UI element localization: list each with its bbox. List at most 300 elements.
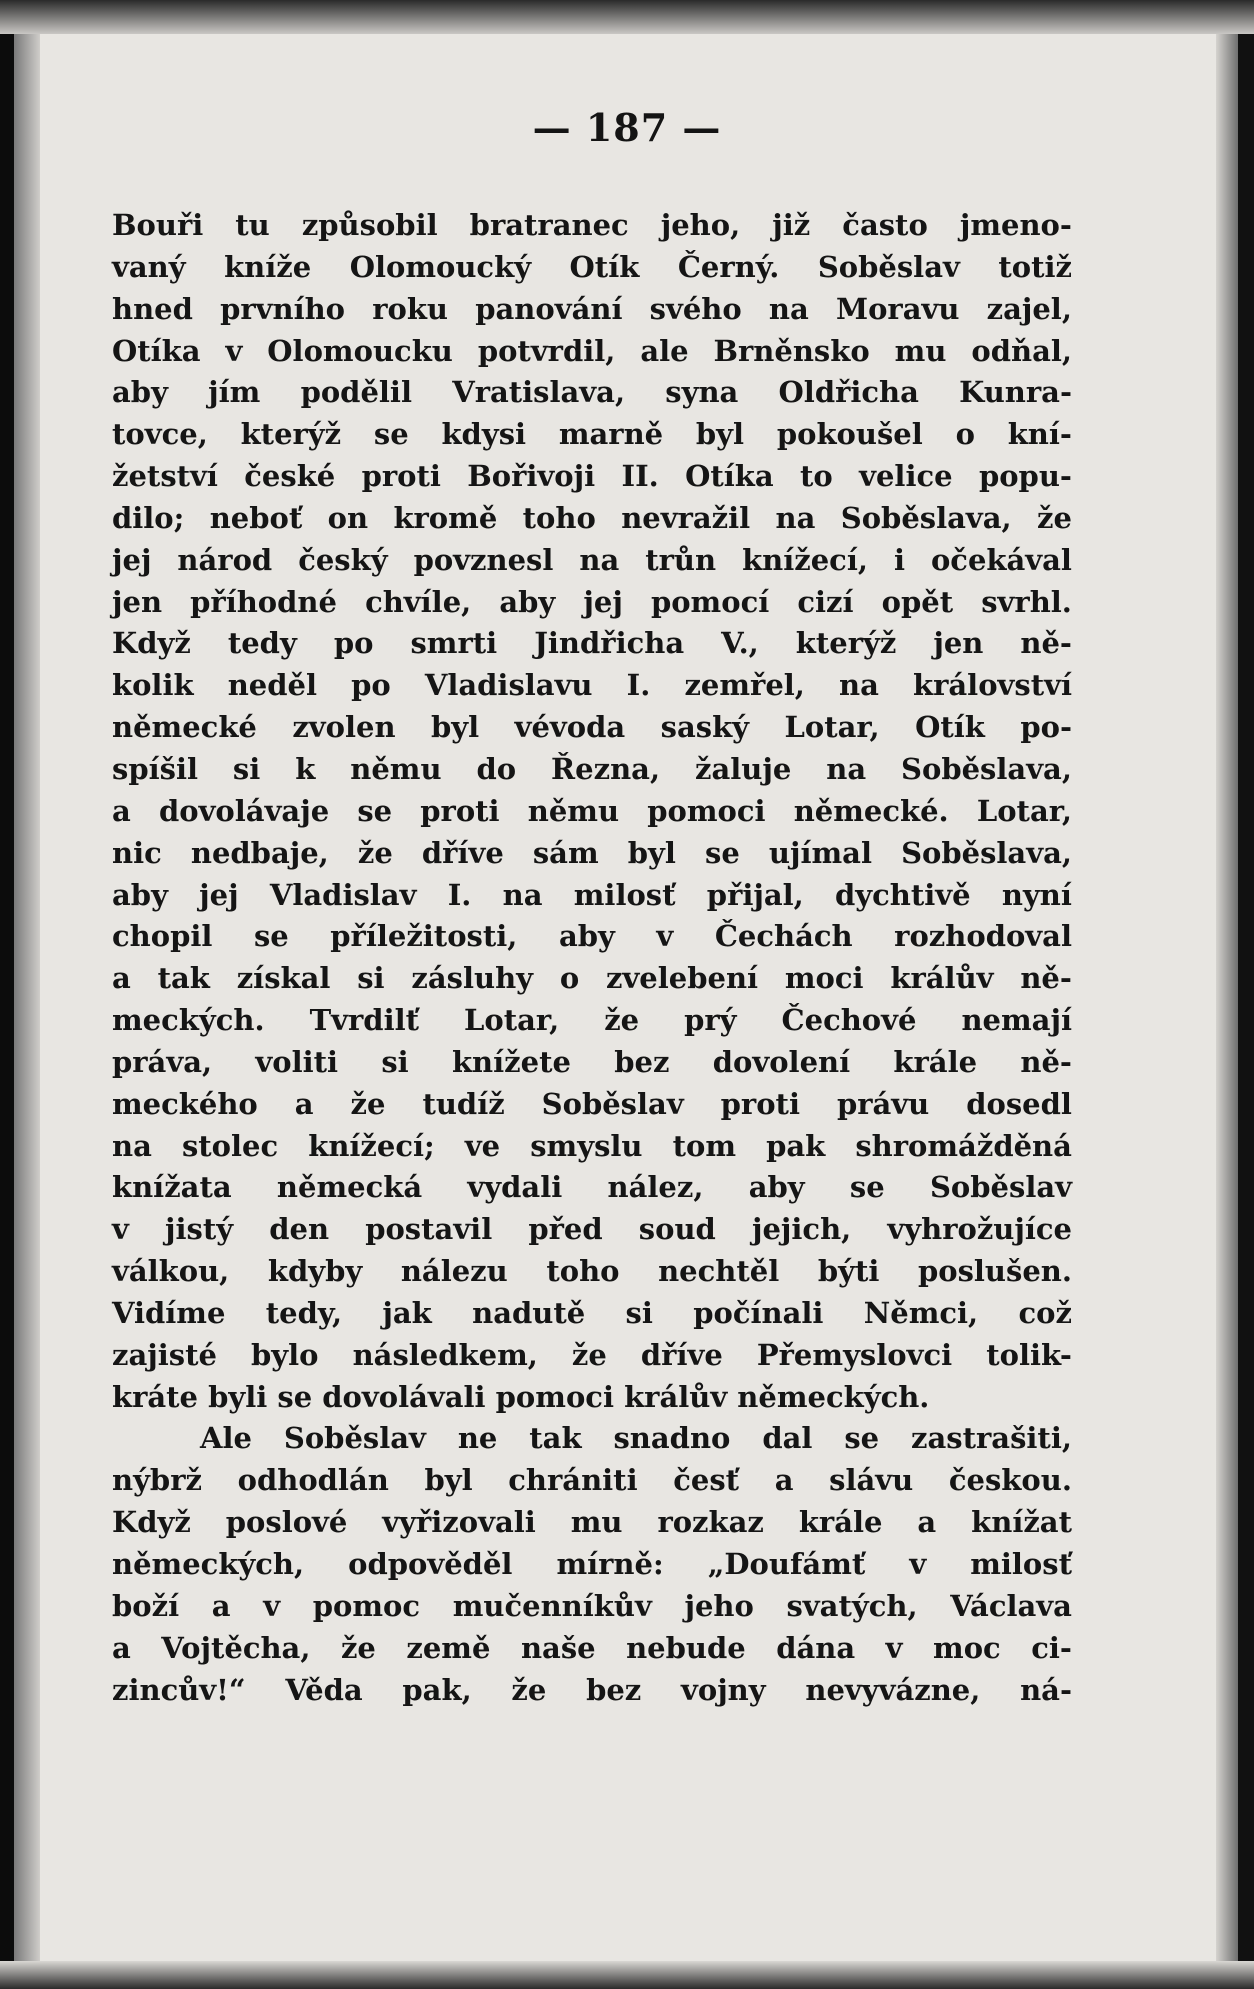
word: kolik: [112, 668, 194, 703]
word: ne: [457, 1421, 498, 1456]
word: Kunra-: [959, 375, 1072, 410]
word: Vratislava,: [452, 375, 626, 410]
word: tak: [529, 1421, 582, 1456]
word: Brněnsko: [713, 333, 870, 368]
word: proti: [420, 793, 500, 828]
word: knížat: [971, 1505, 1072, 1540]
word: zásluhy: [411, 961, 534, 996]
word: Otíka: [112, 333, 201, 368]
word: si: [357, 961, 385, 996]
word: a: [112, 961, 131, 996]
word: na: [826, 751, 867, 786]
word: jen: [933, 626, 984, 661]
word: boží: [112, 1588, 180, 1623]
word: ně-: [1020, 961, 1072, 996]
word: že: [604, 1003, 640, 1038]
word: poslové: [225, 1505, 348, 1540]
word: po: [351, 668, 391, 703]
word: počínali: [693, 1295, 824, 1330]
word: naše: [520, 1630, 596, 1665]
text-line: [112, 1544, 1072, 1586]
word: aby: [748, 1170, 805, 1205]
word: meckého: [112, 1086, 258, 1121]
word: jím: [208, 375, 261, 410]
text-line: [112, 498, 1072, 540]
word: jeho: [684, 1588, 754, 1623]
word: v: [885, 1630, 903, 1665]
body-text: [112, 205, 1072, 1711]
word: příhodné: [190, 584, 337, 619]
word: zemřel,: [684, 668, 805, 703]
word: ně-: [1020, 626, 1072, 661]
scan-top-edge: [0, 0, 1254, 34]
word: milosť: [573, 877, 676, 912]
word: pomocí: [650, 584, 770, 619]
word: mu: [894, 333, 947, 368]
word: vyřizovali: [382, 1505, 536, 1540]
word: chopil: [112, 919, 213, 954]
word: dříve: [421, 835, 504, 870]
word: Lotar,: [784, 710, 880, 745]
word: svrhl.: [981, 584, 1072, 619]
word: že: [571, 1337, 607, 1372]
word: Vidíme: [112, 1295, 226, 1330]
word: odpověděl: [348, 1547, 513, 1581]
word: do: [476, 751, 517, 786]
word: tudíž: [422, 1086, 505, 1121]
word: kterýž: [240, 417, 342, 452]
word: Lotar,: [976, 793, 1072, 828]
word: jej: [583, 584, 623, 619]
word: syna: [665, 375, 739, 410]
text-line: [112, 623, 1072, 665]
word: právu: [836, 1086, 930, 1121]
text-line: [112, 833, 1072, 875]
word: zastrašiti,: [911, 1421, 1072, 1456]
word: hned: [112, 291, 193, 326]
word: dosedl: [966, 1086, 1072, 1121]
word: se: [844, 1421, 880, 1456]
word: chvíle,: [365, 584, 472, 619]
word: jak: [382, 1295, 432, 1330]
word: ná-: [1020, 1672, 1072, 1707]
word: žetství: [112, 459, 218, 494]
word: Soběslav: [283, 1421, 426, 1456]
word: německé.: [793, 793, 949, 828]
word: dovolávali: [322, 1379, 496, 1414]
word: království: [913, 668, 1072, 703]
word: pomoc: [312, 1588, 421, 1623]
text-line: [112, 1418, 1072, 1460]
word: se: [849, 1170, 885, 1205]
word: nemají: [961, 1003, 1072, 1038]
word: jej: [199, 877, 239, 912]
word: německá: [276, 1170, 423, 1205]
word: Vojtěcha,: [161, 1630, 311, 1665]
word: a: [774, 1463, 794, 1498]
word: válkou,: [112, 1254, 230, 1289]
word: že: [1037, 500, 1072, 535]
word: potvrdil,: [477, 333, 616, 368]
word: I.: [626, 668, 651, 703]
word: Soběslava,: [901, 751, 1072, 786]
word: německých,: [112, 1547, 305, 1581]
word: svého: [649, 291, 742, 326]
word: česť: [673, 1463, 740, 1498]
text-line: [112, 1042, 1072, 1084]
word: německých.: [737, 1379, 930, 1414]
word: o: [955, 417, 975, 452]
text-line: [112, 1293, 1072, 1335]
word: cizí: [797, 584, 854, 619]
word: na: [775, 500, 816, 535]
word: Oldřicha: [778, 375, 919, 410]
word: mírně:: [556, 1547, 664, 1581]
word: rozhodoval: [894, 919, 1072, 954]
word: v: [112, 1212, 129, 1247]
word: spíšil: [112, 751, 198, 786]
word: chrániti: [508, 1463, 638, 1498]
word: v: [263, 1588, 281, 1623]
word: toho: [522, 500, 596, 535]
word: aby: [558, 919, 615, 954]
word: „Doufámť: [707, 1547, 866, 1581]
text-line: [112, 1628, 1072, 1670]
word: Tvrdilť: [309, 1003, 419, 1038]
word: nadutě: [472, 1295, 586, 1330]
word: Vladislav: [269, 877, 417, 912]
word: nyní: [1001, 877, 1072, 912]
word: nechtěl: [658, 1254, 780, 1289]
word: byl: [431, 710, 480, 745]
word: Olomoucku: [267, 333, 453, 368]
word: proti: [361, 459, 441, 494]
word: a: [211, 1588, 231, 1623]
word: králův: [624, 1379, 738, 1414]
word: bylo: [251, 1337, 319, 1372]
word: byl: [695, 417, 745, 452]
word: na: [768, 291, 809, 326]
word: se: [705, 835, 740, 870]
word: Olomoucký: [349, 249, 532, 284]
word: jej: [112, 542, 152, 577]
word: Soběslava,: [840, 500, 1012, 535]
word: tak: [157, 961, 210, 996]
word: mučenníkův: [452, 1588, 652, 1623]
word: bez: [586, 1672, 642, 1707]
text-line: [112, 1084, 1072, 1126]
text-line: [112, 414, 1072, 456]
text-line: [112, 372, 1072, 414]
word: Řezna,: [551, 751, 661, 786]
word: slávu: [829, 1463, 914, 1498]
word: den: [269, 1212, 330, 1247]
word: vydali: [467, 1170, 563, 1205]
word: v: [225, 333, 243, 368]
word: roku: [372, 291, 449, 326]
text-line: [112, 916, 1072, 958]
word: Čechové: [781, 1003, 917, 1038]
word: žaluje: [694, 751, 792, 786]
word: že: [357, 835, 393, 870]
word: dříve: [640, 1337, 723, 1372]
word: národ: [177, 542, 273, 577]
text-line: [112, 875, 1072, 917]
word: nevražil: [621, 500, 751, 535]
word: následkem,: [352, 1337, 538, 1372]
word: Soběslav: [929, 1170, 1072, 1205]
word: Když: [112, 1505, 191, 1540]
word: tolik-: [986, 1337, 1072, 1372]
word: byli: [208, 1379, 278, 1414]
word: na: [839, 668, 879, 703]
word: prvního: [220, 291, 346, 326]
word: totiž: [998, 249, 1072, 284]
word: vaný: [112, 249, 186, 284]
word: si: [625, 1295, 653, 1330]
word: zajel,: [986, 291, 1072, 326]
word: již: [772, 208, 811, 242]
word: nálezu: [400, 1254, 508, 1289]
text-line: [112, 1502, 1072, 1544]
scan-left-edge: [0, 0, 14, 1989]
word: si: [381, 1044, 409, 1079]
word: na: [502, 877, 543, 912]
text-line: [112, 1586, 1072, 1628]
word: knížecí,: [742, 542, 868, 577]
word: bez: [614, 1044, 670, 1079]
word: poslušen.: [917, 1254, 1072, 1289]
text-line: [112, 289, 1072, 331]
word: ve: [464, 1128, 501, 1163]
word: země: [406, 1630, 491, 1665]
word: Václava: [950, 1588, 1072, 1623]
text-line: [112, 331, 1072, 373]
word: kterýž: [795, 626, 897, 661]
text-line: [112, 791, 1072, 833]
text-line: [112, 540, 1072, 582]
word: knížete: [451, 1044, 571, 1079]
word: českou.: [948, 1463, 1072, 1498]
word: prý: [684, 1003, 737, 1038]
word: jmeno-: [959, 208, 1072, 242]
word: se: [253, 919, 289, 954]
text-line: [112, 1335, 1072, 1377]
word: na: [112, 1128, 152, 1163]
word: marně: [558, 417, 664, 452]
word: toho: [546, 1254, 620, 1289]
word: Soběslav: [541, 1086, 684, 1121]
word: Soběslava,: [901, 835, 1072, 870]
word: před: [528, 1212, 603, 1247]
word: popu-: [978, 459, 1072, 494]
text-line: [112, 247, 1072, 289]
word: že: [511, 1672, 547, 1707]
word: II.: [621, 459, 659, 494]
word: I.: [447, 877, 472, 912]
word: postavil: [365, 1212, 493, 1247]
word: Vladislavu: [424, 668, 593, 703]
word: aby: [499, 584, 556, 619]
word: krále: [798, 1505, 883, 1540]
text-line: [112, 1251, 1072, 1293]
word: pokoušel: [776, 417, 923, 452]
word: to: [800, 459, 833, 494]
word: práva,: [112, 1044, 213, 1079]
word: mu: [570, 1505, 623, 1540]
word: jejich,: [751, 1212, 852, 1247]
word: i: [893, 542, 905, 577]
word: dovolení: [712, 1044, 851, 1079]
word: moc: [933, 1630, 1001, 1665]
word: knížecí;: [308, 1128, 435, 1163]
word: Čechách: [714, 919, 853, 954]
word: si: [232, 751, 261, 786]
word: jen: [112, 584, 163, 619]
text-line: [112, 1377, 1072, 1419]
word: povznesl: [413, 542, 554, 577]
word: proti: [720, 1086, 800, 1121]
word: pak: [766, 1128, 826, 1163]
word: Soběslav: [817, 249, 960, 284]
word: české: [244, 459, 336, 494]
word: Bouři: [112, 208, 204, 242]
word: přijal,: [706, 877, 804, 912]
word: pomoci: [495, 1379, 625, 1414]
text-line: [112, 1209, 1072, 1251]
word: což: [1018, 1295, 1072, 1330]
text-line: [112, 1126, 1072, 1168]
word: voliti: [255, 1044, 339, 1079]
word: a: [112, 1630, 131, 1665]
word: jeho,: [660, 208, 741, 242]
word: ale: [640, 333, 689, 368]
word: Ale: [200, 1421, 252, 1456]
word: Otík: [569, 249, 640, 284]
word: k: [295, 751, 316, 786]
text-line: [112, 1000, 1072, 1042]
word: a: [112, 793, 131, 828]
word: bratranec: [469, 208, 629, 242]
word: odňal,: [971, 333, 1072, 368]
word: moci: [784, 961, 864, 996]
word: ci-: [1031, 1630, 1072, 1665]
word: jistý: [165, 1212, 234, 1247]
word: pak,: [402, 1672, 472, 1707]
word: tedy: [227, 626, 297, 661]
word: český: [298, 542, 388, 577]
word: trůn: [645, 542, 717, 577]
word: kní-: [1007, 417, 1072, 452]
word: ně-: [1020, 1044, 1072, 1079]
text-line: [112, 1670, 1072, 1712]
scan-left-shadow: [14, 0, 40, 1989]
word: byl: [627, 835, 676, 870]
word: o: [559, 961, 580, 996]
scan-right-shadow: [1216, 0, 1238, 1989]
word: tom: [672, 1128, 737, 1163]
word: tedy,: [265, 1295, 343, 1330]
text-line: [112, 456, 1072, 498]
text-line: [112, 205, 1072, 247]
word: dal: [762, 1421, 813, 1456]
word: králův: [890, 961, 994, 996]
word: dána: [776, 1630, 856, 1665]
word: tovce,: [112, 417, 208, 452]
word: kromě: [393, 500, 498, 535]
word: v: [909, 1547, 927, 1581]
word: vyhrožujíce: [887, 1212, 1072, 1247]
word: nevyvázne,: [805, 1672, 981, 1707]
word: získal: [236, 961, 331, 996]
word: Jindřicha: [534, 626, 685, 661]
word: na: [579, 542, 620, 577]
word: Když: [112, 626, 191, 661]
word: zincův!“: [112, 1672, 246, 1707]
word: V.,: [721, 626, 759, 661]
word: v: [656, 919, 674, 954]
word: Němci,: [863, 1295, 979, 1330]
word: nebude: [626, 1630, 746, 1665]
word: a: [294, 1086, 314, 1121]
word: se: [357, 793, 393, 828]
word: kráte: [112, 1379, 209, 1414]
word: dovolávaje: [158, 793, 330, 828]
word: saský: [660, 710, 750, 745]
word: nýbrž: [112, 1463, 202, 1498]
word: soud: [638, 1212, 716, 1247]
text-line: [112, 958, 1072, 1000]
word: sám: [532, 835, 599, 870]
word: Černý.: [677, 249, 780, 284]
word: aby: [112, 877, 168, 912]
word: po: [333, 626, 374, 661]
word: němu: [350, 751, 442, 786]
word: stolec: [181, 1128, 279, 1163]
scan-right-edge: [1238, 0, 1254, 1989]
word: tu: [235, 208, 270, 242]
word: Bořivoji: [467, 459, 596, 494]
word: meckých.: [112, 1003, 265, 1038]
word: zvelebení: [605, 961, 759, 996]
text-line: [112, 1460, 1072, 1502]
word: shromážděná: [855, 1128, 1072, 1163]
word: smyslu: [530, 1128, 643, 1163]
word: snadno: [613, 1421, 731, 1456]
word: očekával: [930, 542, 1072, 577]
word: krále: [893, 1044, 978, 1079]
text-line: [112, 749, 1072, 791]
word: pomoci: [647, 793, 766, 828]
word: a: [917, 1505, 937, 1540]
word: Otík: [915, 710, 985, 745]
word: býti: [817, 1254, 880, 1289]
text-line: [112, 582, 1072, 624]
word: způsobil: [301, 208, 438, 242]
word: že: [340, 1630, 376, 1665]
word: byl: [424, 1463, 473, 1498]
word: Otíka: [685, 459, 774, 494]
word: Přemyslovci: [756, 1337, 953, 1372]
scan-bottom-edge: [0, 1961, 1254, 1989]
word: neděl: [227, 668, 317, 703]
word: neboť: [209, 500, 303, 535]
word: vévoda: [514, 710, 626, 745]
word: opět: [881, 584, 954, 619]
word: často: [842, 208, 928, 242]
word: se: [277, 1379, 323, 1414]
word: smrti: [410, 626, 498, 661]
